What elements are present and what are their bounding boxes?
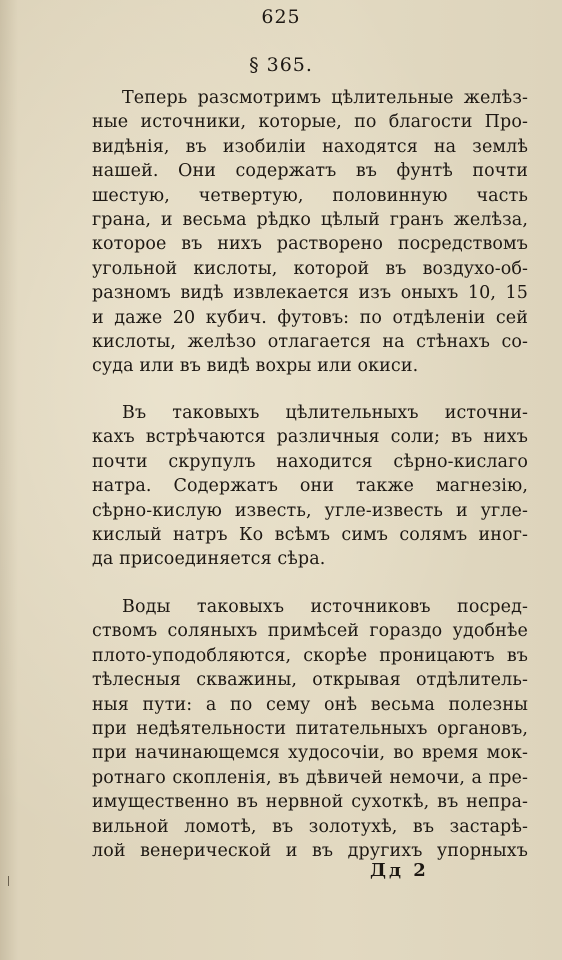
text-line: ные источники, которые, по благости Про- xyxy=(92,112,528,133)
text-line: нашей. Они содержатъ въ фунтѣ почти xyxy=(92,161,528,182)
text-line: кислоты, желѣзо отлагается на стѣнахъ со- xyxy=(92,331,528,352)
paragraph-1 xyxy=(92,86,528,379)
paragraph-3 xyxy=(92,595,528,863)
text-line: да присоединяется сѣра. xyxy=(92,549,326,570)
text-line: натра. Содержатъ они также магнезію, xyxy=(92,476,528,497)
text-line: почти скрупулъ находится сѣрно-кислаго xyxy=(92,451,528,472)
text-line: плото-уподобляются, скорѣе проницаютъ въ xyxy=(92,645,528,666)
text-line: видѣнія, въ изобиліи находятся на землѣ xyxy=(92,136,528,157)
text-line: Теперь разсмотримъ цѣлительные желѣз- xyxy=(122,88,528,108)
text-line: ствомъ соляныхъ примѣсей гораздо удобнѣе xyxy=(92,621,528,642)
paragraph-2 xyxy=(92,401,528,572)
text-line: шестую, четвертую, половинную часть xyxy=(92,185,528,206)
margin-mark xyxy=(8,876,9,886)
text-line: Въ таковыхъ цѣлительныхъ источни- xyxy=(122,403,528,423)
text-line: Воды таковыхъ источниковъ посред- xyxy=(122,597,528,617)
text-line: лой венерической и въ другихъ упорныхъ xyxy=(92,840,528,861)
text-line: разномъ видѣ извлекается изъ оныхъ 10, 15 xyxy=(92,283,528,304)
text-line: ротнаго скопленія, въ дѣвичей немочи, а пре- xyxy=(92,767,528,788)
text-line: при начинающемся худосочіи, во время мок- xyxy=(92,743,528,764)
text-line: и даже 20 кубич. футовъ: по отдѣленіи сей xyxy=(92,307,528,328)
text-line: вильной ломотѣ, въ золотухѣ, въ застарѣ- xyxy=(92,816,528,837)
text-line: грана, и весьма рѣдко цѣлый гранъ желѣза, xyxy=(92,209,528,230)
text-line: тѣлесныя скважины, открывая отдѣлитель- xyxy=(92,670,528,691)
text-line: кахъ встрѣчаются различныя соли; въ нихъ xyxy=(92,427,528,448)
page-number: 625 xyxy=(261,6,301,28)
text-line: суда или въ видѣ вохры или окиси. xyxy=(92,356,419,377)
text-line: кислый натръ Ко всѣмъ симъ солямъ иног- xyxy=(92,524,528,545)
text-line: при недѣятельности питательныхъ органовъ, xyxy=(92,718,528,739)
signature-mark: Дд 2 xyxy=(370,860,429,881)
text-line: ныя пути: а по сему онѣ весьма полезны xyxy=(92,694,528,715)
text-line: имущественно въ нервной сухоткѣ, въ непра- xyxy=(92,792,528,813)
section-heading: § 365. xyxy=(249,54,313,76)
text-line: угольной кислоты, которой въ воздухо-об- xyxy=(92,258,528,279)
text-line: которое въ нихъ растворено посредствомъ xyxy=(92,234,528,255)
text-line: сѣрно-кислую известь, угле-известь и угле- xyxy=(92,500,528,521)
